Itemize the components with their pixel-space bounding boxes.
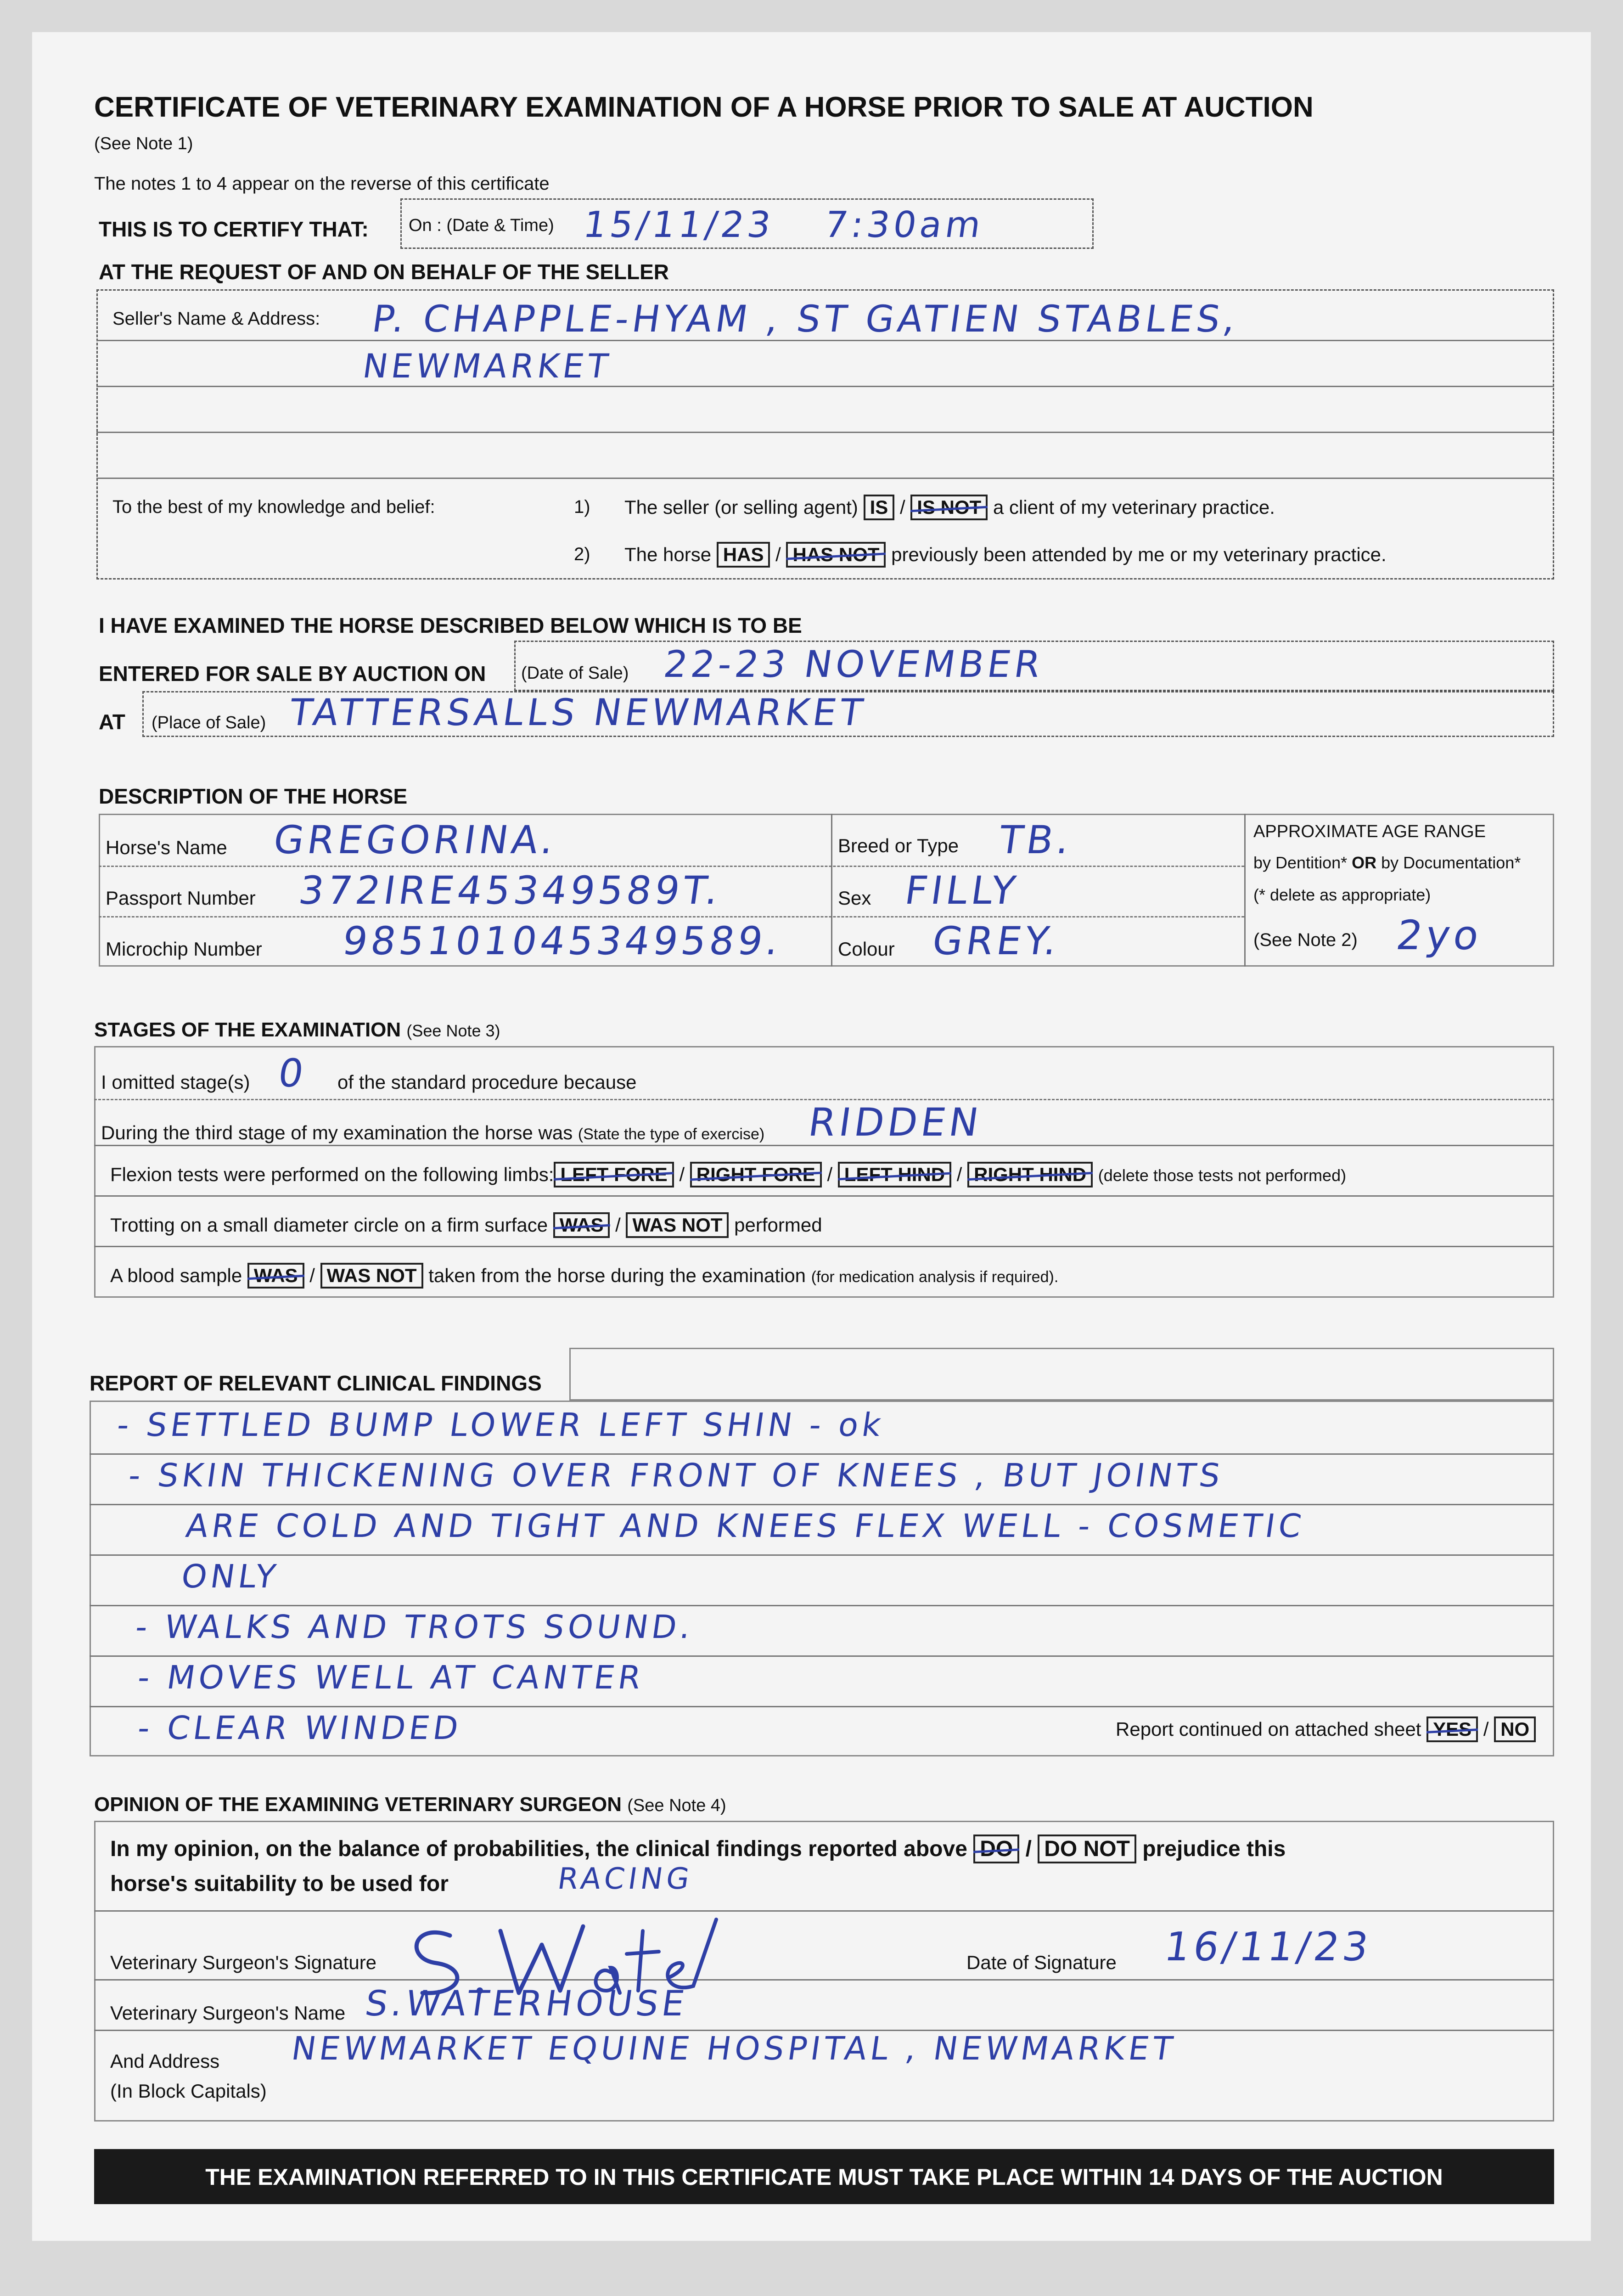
stages-heading: STAGES OF THE EXAMINATION: [94, 1019, 401, 1041]
report-line-5[interactable]: - WALKS AND TROTS SOUND.: [133, 1608, 697, 1646]
trot-was-option[interactable]: WAS: [553, 1212, 610, 1238]
opinion-text-pre: In my opinion, on the balance of probabilities, the clinical findings reported above: [110, 1837, 967, 1861]
opinion-use-value[interactable]: RACING: [556, 1862, 695, 1896]
age-or: OR: [1352, 853, 1377, 872]
opinion-heading: OPINION OF THE EXAMINING VETERINARY SURGEON: [94, 1793, 622, 1816]
desc-row-rule-1: [99, 866, 1244, 867]
attended-statement: [624, 542, 1387, 568]
report-rule-1: [90, 1453, 1554, 1455]
report-line-1[interactable]: - SETTLED BUMP LOWER LEFT SHIN - ok: [115, 1406, 887, 1444]
flex-left-hind[interactable]: LEFT HIND: [838, 1162, 951, 1187]
opinion-text-line-2: horse's suitability to be used for: [110, 1872, 449, 1896]
horse-name-label: Horse's Name: [106, 837, 227, 858]
attended-post: previously been attended by me or my veterinary practice.: [891, 544, 1387, 565]
sale-place-value[interactable]: TATTERSALLS NEWMARKET: [287, 691, 869, 734]
client-pre: The seller (or selling agent): [624, 496, 858, 518]
report-continued: [1116, 1716, 1536, 1742]
sale-date-label: (Date of Sale): [521, 664, 629, 683]
certify-label: THIS IS TO CERTIFY THAT:: [99, 217, 369, 241]
blood-sep: /: [309, 1265, 315, 1286]
flex-right-fore[interactable]: RIGHT FORE: [690, 1162, 822, 1187]
seller-line-2[interactable]: NEWMARKET: [360, 347, 614, 385]
flexion-pre: Flexion tests were performed on the following limbs:: [110, 1164, 554, 1185]
opinion-heading-line: [94, 1793, 726, 1816]
age-options: [1253, 853, 1521, 872]
age-see-note: (See Note 2): [1253, 930, 1358, 950]
report-continued-sep: /: [1483, 1718, 1489, 1740]
trot-was-not-option[interactable]: WAS NOT: [626, 1212, 729, 1238]
trot-line: [110, 1212, 822, 1238]
sale-date-value[interactable]: 22-23 NOVEMBER: [661, 643, 1047, 686]
exam-time-value[interactable]: 7:30am: [822, 204, 987, 246]
date-of-signature-value[interactable]: 16/11/23: [1162, 1924, 1375, 1970]
footer-banner-text: THE EXAMINATION REFERRED TO IN THIS CERTIFICATE MUST TAKE PLACE WITHIN 14 DAYS OF THE AUCTION: [205, 2164, 1443, 2190]
report-line-4[interactable]: ONLY: [179, 1558, 282, 1595]
omitted-post: of the standard procedure because: [337, 1071, 637, 1093]
opinion-text-post: prejudice this: [1142, 1837, 1286, 1861]
sex-value[interactable]: FILLY: [902, 868, 1022, 913]
omitted-pre: I omitted stage(s): [101, 1071, 250, 1093]
breed-label: Breed or Type: [838, 835, 959, 856]
address-label: And Address: [110, 2050, 220, 2072]
flexion-post: (delete those tests not performed): [1098, 1166, 1347, 1185]
seller-rule-3: [96, 432, 1554, 433]
age-by-documentation[interactable]: by Documentation*: [1381, 853, 1521, 872]
age-by-dentition[interactable]: by Dentition*: [1253, 853, 1348, 872]
report-line-3[interactable]: ARE COLD AND TIGHT AND KNEES FLEX WELL - COSMETIC: [184, 1507, 1308, 1545]
opinion-rule-2: [94, 1979, 1554, 1981]
block-capitals-label: (In Block Capitals): [110, 2080, 267, 2102]
report-rule-5: [90, 1655, 1554, 1657]
third-stage-pre: During the third stage of my examination the horse was: [101, 1122, 573, 1143]
report-line-6[interactable]: - MOVES WELL AT CANTER: [135, 1659, 647, 1696]
opinion-do-option[interactable]: DO: [973, 1835, 1019, 1863]
opinion-see-note: (See Note 4): [627, 1796, 726, 1815]
age-delete-note: (* delete as appropriate): [1253, 885, 1431, 904]
stages-rule-4: [94, 1246, 1554, 1247]
exam-date-value[interactable]: 15/11/23: [581, 204, 777, 246]
stages-rule-2: [94, 1145, 1554, 1146]
attended-has-option[interactable]: HAS: [717, 542, 770, 568]
item2-num: 2): [574, 544, 590, 564]
colour-label: Colour: [838, 938, 895, 960]
description-heading: DESCRIPTION OF THE HORSE: [99, 784, 408, 808]
attended-has-not-option[interactable]: HAS NOT: [786, 542, 886, 568]
age-value[interactable]: 2yo: [1393, 912, 1486, 959]
report-continued-yes[interactable]: YES: [1426, 1716, 1478, 1742]
flex-right-hind[interactable]: RIGHT HIND: [967, 1162, 1093, 1187]
request-line: AT THE REQUEST OF AND ON BEHALF OF THE SELLER: [99, 260, 669, 284]
client-sep: /: [899, 496, 905, 518]
passport-value[interactable]: 372IRE45349589T.: [296, 868, 725, 913]
flex-sep-1: /: [679, 1164, 685, 1185]
surgeon-address-value[interactable]: NEWMARKET EQUINE HOSPITAL , NEWMARKET: [289, 2030, 1179, 2067]
passport-label: Passport Number: [106, 887, 256, 909]
third-stage-value[interactable]: RIDDEN: [806, 1100, 985, 1145]
opinion-rule-1: [94, 1910, 1554, 1912]
notes-line: The notes 1 to 4 appear on the reverse of this certificate: [94, 174, 550, 194]
trot-pre: Trotting on a small diameter circle on a firm surface: [110, 1214, 548, 1236]
client-statement: [624, 495, 1275, 520]
blood-pre: A blood sample: [110, 1265, 242, 1286]
blood-small: (for medication analysis if required).: [811, 1268, 1059, 1286]
client-is-not-option[interactable]: IS NOT: [910, 495, 988, 520]
stages-heading-line: [94, 1019, 500, 1041]
third-stage-small: (State the type of exercise): [578, 1125, 765, 1143]
age-heading: APPROXIMATE AGE RANGE: [1253, 822, 1486, 841]
report-continued-label: Report continued on attached sheet: [1116, 1718, 1421, 1740]
flex-sep-2: /: [827, 1164, 833, 1185]
report-rule-2: [90, 1504, 1554, 1505]
blood-post: taken from the horse during the examination: [428, 1265, 806, 1286]
attended-sep: /: [775, 544, 781, 565]
report-line-2[interactable]: - SKIN THICKENING OVER FRONT OF KNEES , BUT JOINTS: [126, 1457, 1226, 1494]
report-heading-box: [569, 1348, 1554, 1401]
report-rule-3: [90, 1554, 1554, 1556]
report-rule-6: [90, 1706, 1554, 1707]
knowledge-label: To the best of my knowledge and belief:: [112, 497, 435, 517]
opinion-do-not-option[interactable]: DO NOT: [1038, 1835, 1136, 1863]
opinion-sep: /: [1025, 1837, 1032, 1861]
item1-num: 1): [574, 497, 590, 517]
blood-was-not-option[interactable]: WAS NOT: [320, 1263, 423, 1289]
attended-pre: The horse: [624, 544, 712, 565]
seller-rule-2: [96, 386, 1554, 387]
stages-see-note: (See Note 3): [406, 1021, 500, 1040]
seller-rule-4: [96, 478, 1554, 479]
omitted-value[interactable]: 0: [275, 1051, 310, 1096]
report-continued-no[interactable]: NO: [1494, 1716, 1536, 1742]
report-heading: REPORT OF RELEVANT CLINICAL FINDINGS: [90, 1371, 542, 1395]
sex-label: Sex: [838, 887, 871, 909]
client-is-option[interactable]: IS: [864, 495, 895, 520]
surgeon-name-label: Veterinary Surgeon's Name: [110, 2002, 346, 2024]
examined-line: I HAVE EXAMINED THE HORSE DESCRIBED BELOW WHICH IS TO BE: [99, 613, 802, 637]
surgeon-name-value[interactable]: S.WATERHOUSE: [363, 1983, 691, 2024]
third-stage-line: [101, 1122, 764, 1144]
title-note: (See Note 1): [94, 134, 193, 153]
microchip-label: Microchip Number: [106, 938, 262, 960]
blood-was-option[interactable]: WAS: [247, 1263, 304, 1289]
seller-label: Seller's Name & Address:: [112, 309, 320, 329]
desc-row-rule-2: [99, 916, 1244, 917]
date-of-signature-label: Date of Signature: [966, 1952, 1117, 1973]
sale-place-label: (Place of Sale): [152, 713, 266, 732]
trot-sep: /: [615, 1214, 621, 1236]
at-label: AT: [99, 710, 125, 734]
report-line-7[interactable]: - CLEAR WINDED: [135, 1709, 465, 1747]
opinion-text-line-1: [110, 1835, 1286, 1863]
stages-rule-3: [94, 1195, 1554, 1197]
signature-label: Veterinary Surgeon's Signature: [110, 1952, 377, 1973]
colour-value[interactable]: GREY.: [930, 918, 1064, 963]
trot-post: performed: [734, 1214, 822, 1236]
entered-line: ENTERED FOR SALE BY AUCTION ON: [99, 662, 486, 686]
breed-value[interactable]: TB.: [996, 817, 1076, 862]
horse-name-value[interactable]: GREGORINA.: [271, 817, 561, 862]
microchip-value[interactable]: 985101045349589.: [340, 918, 786, 963]
client-post: a client of my veterinary practice.: [993, 496, 1275, 518]
seller-line-1[interactable]: P. CHAPPLE-HYAM , ST GATIEN STABLES,: [370, 298, 1242, 340]
certificate-title: CERTIFICATE OF VETERINARY EXAMINATION OF A HORSE PRIOR TO SALE AT AUCTION: [94, 91, 1314, 123]
exam-date-label: On : (Date & Time): [409, 216, 554, 235]
flex-left-fore[interactable]: LEFT FORE: [554, 1162, 674, 1187]
desc-col-rule-2: [1244, 814, 1246, 967]
desc-col-rule-1: [831, 814, 832, 967]
blood-line: [110, 1263, 1058, 1289]
report-rule-4: [90, 1605, 1554, 1606]
flexion-line: [110, 1162, 1346, 1187]
flex-sep-3: /: [956, 1164, 962, 1185]
